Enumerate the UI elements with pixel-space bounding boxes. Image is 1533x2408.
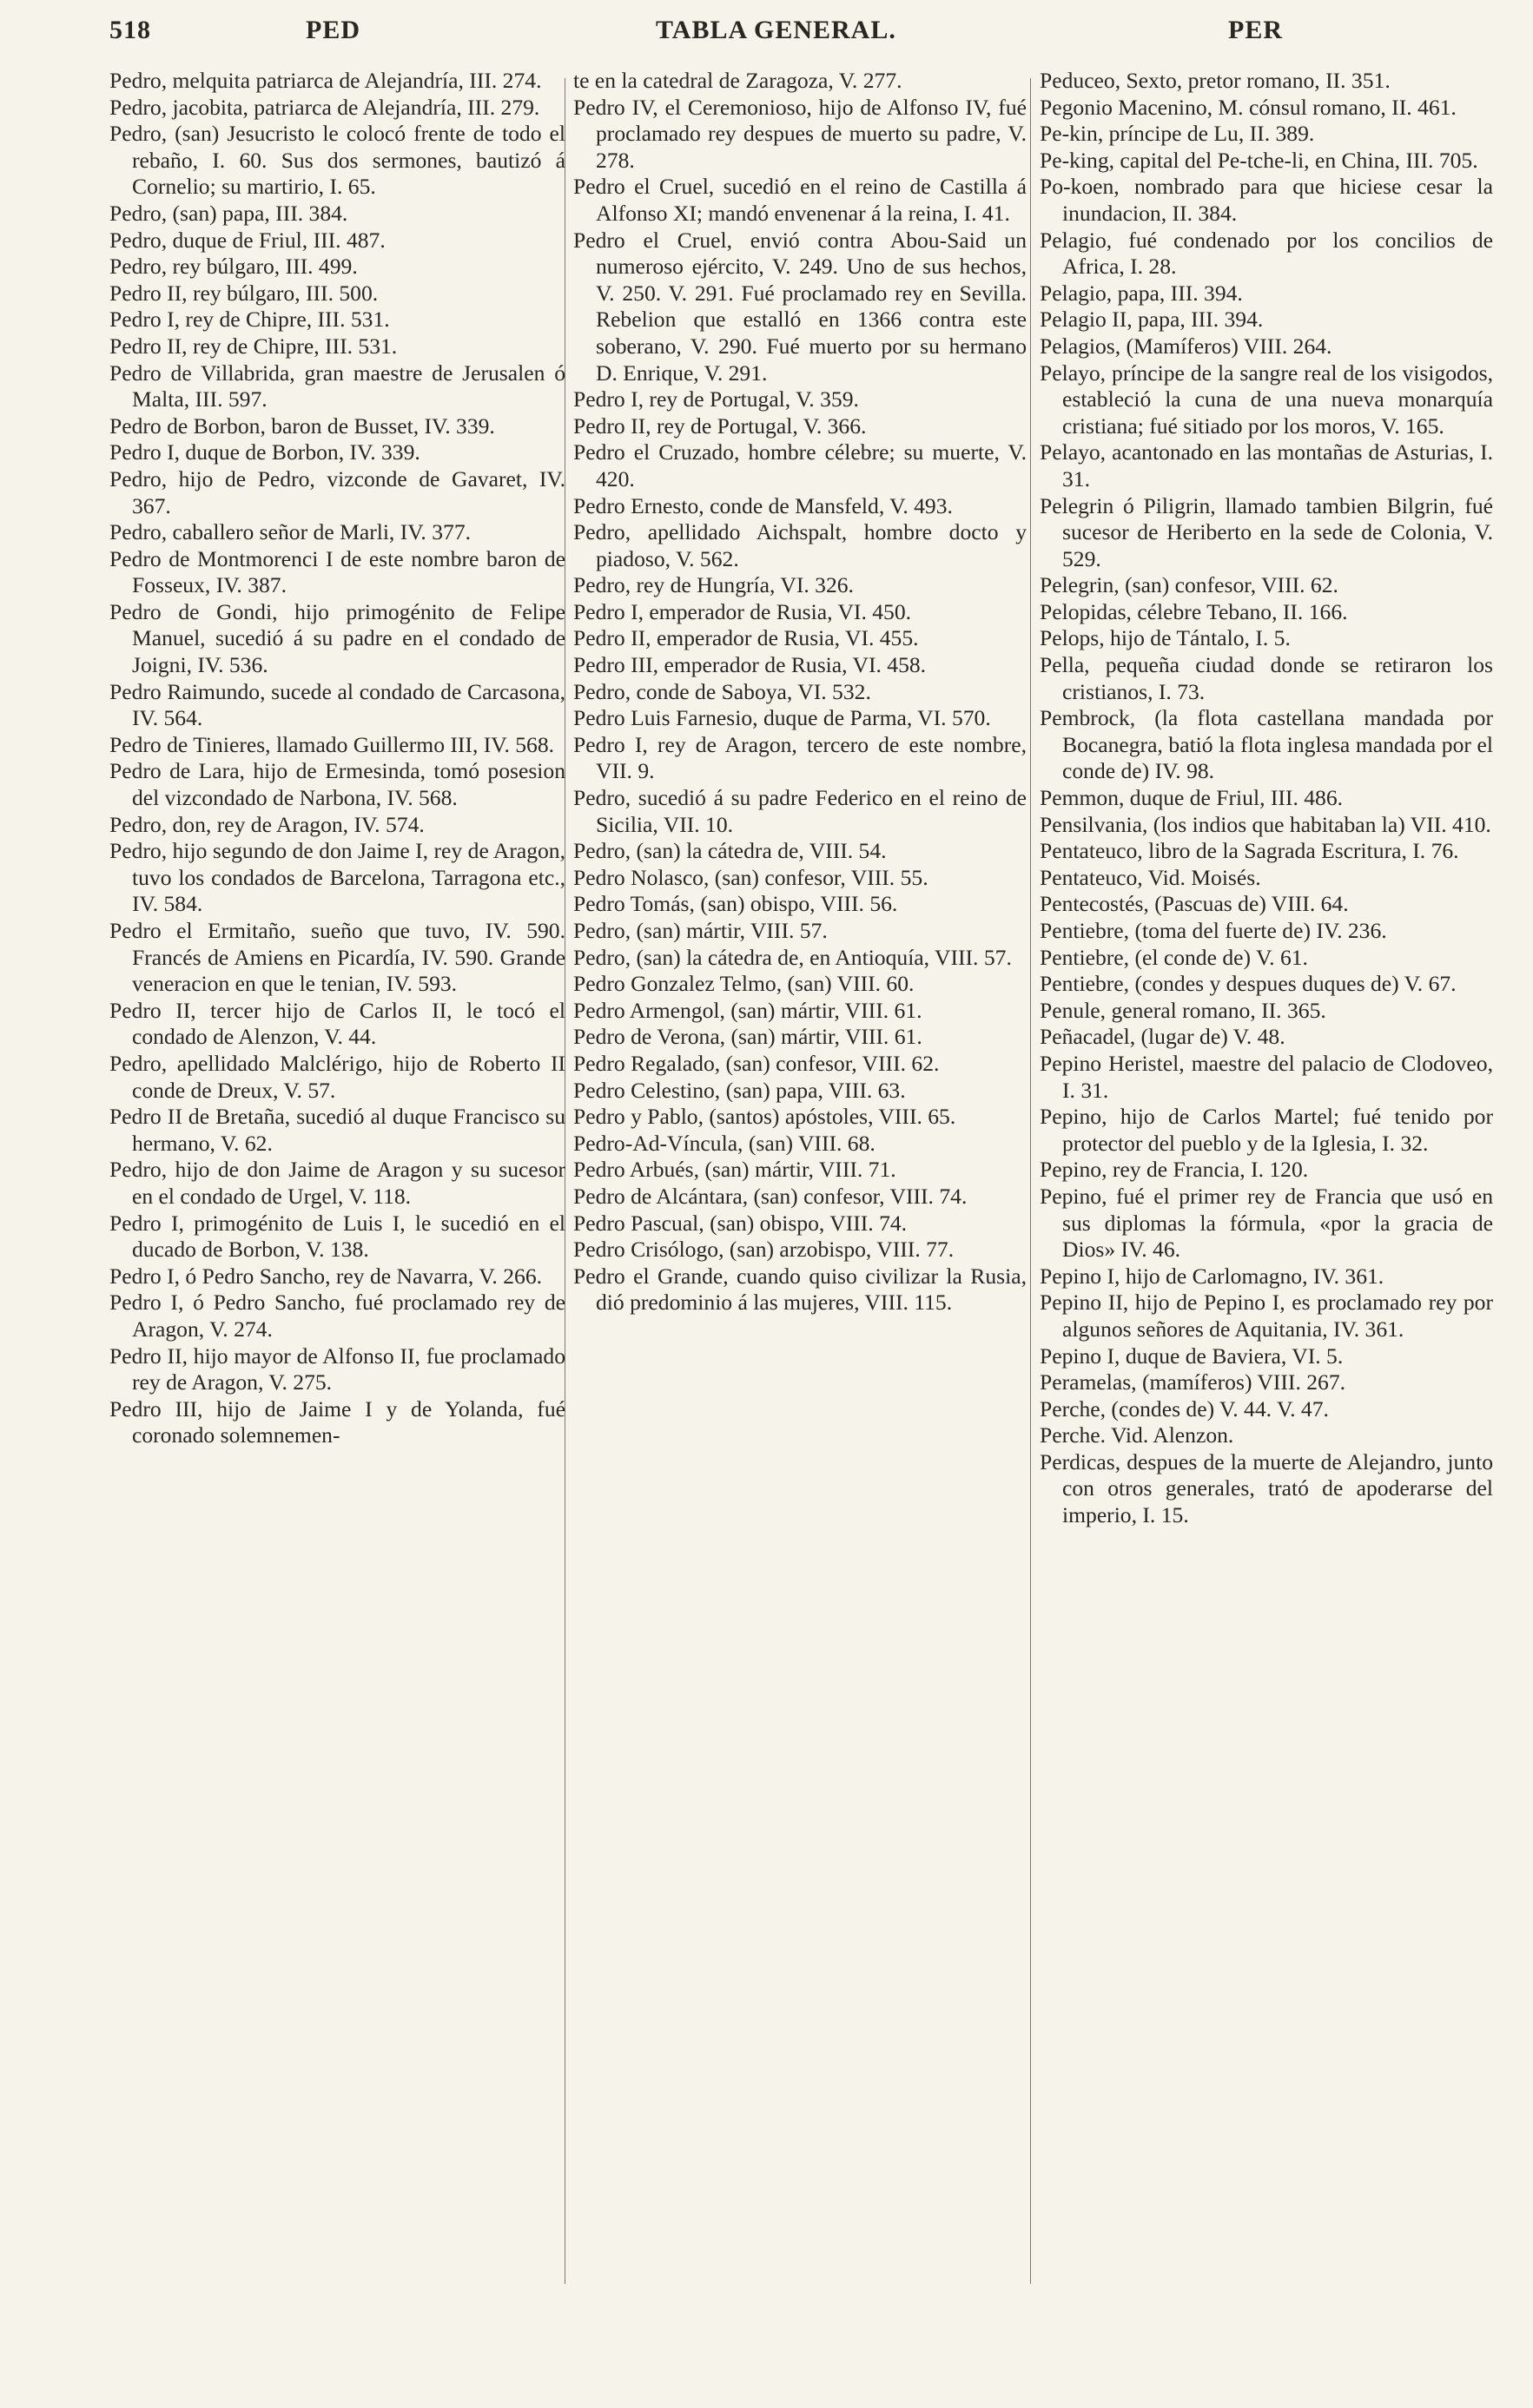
- index-entry: Pedro Gonzalez Telmo, (san) VIII. 60.: [573, 971, 915, 997]
- index-entry: Pedro I, rey de Aragon, tercero de este nombre, VII. 9.: [573, 731, 1027, 784]
- index-entry: Pedro, apellidado Aichspalt, hombre docto y piadoso, V. 562.: [573, 519, 1027, 571]
- index-entry: Pedro I, rey de Portugal, V. 359.: [573, 386, 859, 412]
- index-entry: Pedro Armengol, (san) mártir, VIII. 61.: [573, 997, 922, 1023]
- index-entry: Pegonio Macenino, M. cónsul romano, II. 461.: [1040, 94, 1457, 120]
- index-entry: Pensilvania, (los indios que habitaban la) VII. 410.: [1040, 811, 1491, 837]
- index-entry: Pedro, (san) la cátedra de, VIII. 54.: [573, 838, 887, 864]
- index-entry: Pelegrin, (san) confesor, VIII. 62.: [1040, 572, 1338, 598]
- index-entry: Pedro I, duque de Borbon, IV. 339.: [109, 439, 420, 465]
- index-entry: Pe-king, capital del Pe-tche-li, en China, III. 705.: [1040, 147, 1478, 173]
- index-entry: Pedro Celestino, (san) papa, VIII. 63.: [573, 1077, 906, 1103]
- index-entry: Pedro II, tercer hijo de Carlos II, le tocó el condado de Alenzon, V. 44.: [109, 997, 565, 1050]
- index-entry: Pedro de Villabrida, gran maestre de Jerusalen ó Malta, III. 597.: [109, 360, 565, 412]
- index-entry: Pelagios, (Mamíferos) VIII. 264.: [1040, 333, 1332, 359]
- index-entry: Pedro de Lara, hijo de Ermesinda, tomó posesion del vizcondado de Narbona, IV. 568.: [109, 758, 565, 811]
- index-entry: Pedro-Ad-Víncula, (san) VIII. 68.: [573, 1130, 876, 1156]
- index-entry: Perche, (condes de) V. 44. V. 47.: [1040, 1395, 1329, 1422]
- index-entry: Pedro, jacobita, patriarca de Alejandría, III. 279.: [109, 94, 540, 120]
- index-entry: Pentateuco, Vid. Moisés.: [1040, 864, 1261, 890]
- index-entry: Perdicas, despues de la muerte de Alejandro, junto con otros generales, trató de apoderarse del imperio, I. 15.: [1040, 1448, 1493, 1528]
- index-entry: Pedro el Grande, cuando quiso civilizar la Rusia, dió predominio á las mujeres, VIII. 115.: [573, 1263, 1027, 1316]
- index-entry: Pedro Regalado, (san) confesor, VIII. 62.: [573, 1050, 940, 1076]
- index-entry: Pedro y Pablo, (santos) apóstoles, VIII. 65.: [573, 1104, 956, 1130]
- index-entry: Pentecostés, (Pascuas de) VIII. 64.: [1040, 891, 1349, 917]
- index-entry: Pelegrin ó Piligrin, llamado tambien Bilgrin, fué sucesor de Heriberto en la sede de Colonia, V. 529.: [1040, 492, 1493, 571]
- index-entry: Pedro de Tinieres, llamado Guillermo III, IV. 568.: [109, 731, 555, 757]
- index-entry: Pedro de Montmorenci I de este nombre baron de Fosseux, IV. 387.: [109, 545, 565, 598]
- index-column-1: [109, 68, 565, 1449]
- index-entry: Pedro IV, el Ceremonioso, hijo de Alfonso IV, fué proclamado rey despues de muerto su padre, V. 278.: [573, 94, 1027, 173]
- index-entry: Pepino I, hijo de Carlomagno, IV. 361.: [1040, 1263, 1384, 1289]
- index-entry: Pedro I, ó Pedro Sancho, rey de Navarra, V. 266.: [109, 1263, 543, 1289]
- index-entry: Pedro el Cruel, sucedió en el reino de Castilla á Alfonso XI; mandó envenenar á la reina, I. 41.: [573, 174, 1027, 226]
- index-entry: Pedro de Alcántara, (san) confesor, VIII. 74.: [573, 1183, 968, 1209]
- index-entry: Pedro II, rey de Portugal, V. 366.: [573, 412, 867, 439]
- index-entry: Pentiebre, (el conde de) V. 61.: [1040, 944, 1308, 970]
- index-entry: Pe-kin, príncipe de Lu, II. 389.: [1040, 121, 1315, 147]
- index-entry: Pedro, rey de Hungría, VI. 326.: [573, 572, 854, 598]
- index-entry: Pepino Heristel, maestre del palacio de Clodoveo, I. 31.: [1040, 1050, 1493, 1103]
- index-entry: Pedro, conde de Saboya, VI. 532.: [573, 678, 871, 704]
- index-entry: Pedro, hijo de Pedro, vizconde de Gavaret, IV. 367.: [109, 465, 565, 518]
- index-entry: Pedro, apellidado Malclérigo, hijo de Roberto II conde de Dreux, V. 57.: [109, 1050, 565, 1103]
- index-entry: Pedro Tomás, (san) obispo, VIII. 56.: [573, 891, 898, 917]
- index-entry: Pedro, (san) Jesucristo le colocó frente de todo el rebaño, I. 60. Sus dos sermones, bautizó á Cornelio; su martirio, I. 65.: [109, 121, 565, 200]
- index-entry: te en la catedral de Zaragoza, V. 277.: [573, 68, 902, 93]
- index-entry: Pedro el Cruel, envió contra Abou-Said un numeroso ejército, V. 249. Uno de sus hechos, V. 250. V. 291. Fué proclamado rey en Sevilla. Rebelion que estalló en 1366 contra este soberano, V. 290. Fué muerto por su hermano D. Enrique, V. 291.: [573, 227, 1027, 386]
- index-entry: Pedro III, emperador de Rusia, VI. 458.: [573, 652, 927, 678]
- index-entry: Pedro Pascual, (san) obispo, VIII. 74.: [573, 1210, 908, 1236]
- index-entry: Pella, pequeña ciudad donde se retiraron los cristianos, I. 73.: [1040, 652, 1493, 704]
- index-entry: Pedro, duque de Friul, III. 487.: [109, 227, 386, 253]
- index-entry: Pedro II, hijo mayor de Alfonso II, fue proclamado rey de Aragon, V. 275.: [109, 1343, 565, 1395]
- index-entry: Pedro de Gondi, hijo primogénito de Felipe Manuel, sucedió á su padre en el condado de Joigni, IV. 536.: [109, 598, 565, 678]
- index-entry: Pepino, fué el primer rey de Francia que usó en sus diplomas la fórmula, «por la gracia de Dios» IV. 46.: [1040, 1183, 1493, 1263]
- index-entry: Pedro II, rey búlgaro, III. 500.: [109, 280, 379, 306]
- left-keyword: PED: [306, 16, 360, 44]
- index-entry: Pedro Nolasco, (san) confesor, VIII. 55.: [573, 864, 928, 890]
- index-entry: Pedro II, rey de Chipre, III. 531.: [109, 333, 398, 359]
- page-number: 518: [109, 16, 151, 44]
- index-entry: Pedro, (san) papa, III. 384.: [109, 200, 348, 226]
- index-entry: Pembrock, (la flota castellana mandada por Bocanegra, batió la flota inglesa mandada por el conde de) IV. 98.: [1040, 705, 1493, 784]
- index-entry: Pentiebre, (condes y despues duques de) V. 67.: [1040, 971, 1457, 997]
- index-entry: Pedro I, rey de Chipre, III. 531.: [109, 307, 390, 333]
- index-entry: Pepino I, duque de Baviera, VI. 5.: [1040, 1343, 1344, 1369]
- index-entry: Peramelas, (mamíferos) VIII. 267.: [1040, 1369, 1346, 1395]
- index-column-2: [573, 68, 1027, 1316]
- index-entry: Pepino, hijo de Carlos Martel; fué tenido por protector del pueblo y de la Iglesia, I. 32.: [1040, 1104, 1493, 1156]
- index-entry: Pedro, (san) la cátedra de, en Antioquía, VIII. 57.: [573, 944, 1012, 970]
- index-entry: Peñacadel, (lugar de) V. 48.: [1040, 1024, 1285, 1050]
- index-entry: Pelagio, papa, III. 394.: [1040, 280, 1243, 306]
- index-entry: Pelagio, fué condenado por los concilios de Africa, I. 28.: [1040, 227, 1493, 280]
- index-entry: Pedro, don, rey de Aragon, IV. 574.: [109, 811, 425, 837]
- index-entry: Perche. Vid. Alenzon.: [1040, 1422, 1234, 1448]
- index-entry: Pepino, rey de Francia, I. 120.: [1040, 1157, 1309, 1183]
- index-entry: Pedro Luis Farnesio, duque de Parma, VI. 570.: [573, 705, 991, 731]
- index-entry: Pedro, melquita patriarca de Alejandría, III. 274.: [109, 68, 542, 93]
- index-entry: Pedro, (san) mártir, VIII. 57.: [573, 918, 828, 943]
- index-entry: Penule, general romano, II. 365.: [1040, 997, 1326, 1023]
- index-entry: Pedro, hijo de don Jaime de Aragon y su sucesor en el condado de Urgel, V. 118.: [109, 1157, 565, 1209]
- index-entry: Pedro el Ermitaño, sueño que tuvo, IV. 590. Francés de Amiens en Picardía, IV. 590. Grande veneracion en que le tenian, IV. 593.: [109, 918, 565, 997]
- index-entry: Pedro Crisólogo, (san) arzobispo, VIII. 77.: [573, 1237, 955, 1263]
- index-entry: Pentiebre, (toma del fuerte de) IV. 236.: [1040, 918, 1387, 943]
- index-entry: Pedro el Cruzado, hombre célebre; su muerte, V. 420.: [573, 439, 1027, 491]
- index-entry: Pedro, caballero señor de Marli, IV. 377.: [109, 519, 472, 545]
- index-entry: Pentateuco, libro de la Sagrada Escritura, I. 76.: [1040, 838, 1459, 864]
- index-entry: Pedro III, hijo de Jaime I y de Yolanda, fué coronado solemnemen-: [109, 1395, 565, 1448]
- right-keyword: PER: [1228, 16, 1283, 44]
- index-entry: Pelagio II, papa, III. 394.: [1040, 307, 1264, 333]
- index-entry: Pelops, hijo de Tántalo, I. 5.: [1040, 625, 1291, 651]
- index-entry: Pedro Arbués, (san) mártir, VIII. 71.: [573, 1157, 896, 1183]
- running-header: [0, 16, 1533, 68]
- index-entry: Pedro, hijo segundo de don Jaime I, rey de Aragon, tuvo los condados de Barcelona, Tarragona etc., IV. 584.: [109, 838, 565, 917]
- index-entry: Po-koen, nombrado para que hiciese cesar la inundacion, II. 384.: [1040, 174, 1493, 226]
- index-entry: Pedro, sucedió á su padre Federico en el reino de Sicilia, VII. 10.: [573, 785, 1027, 837]
- index-entry: Pedro II, emperador de Rusia, VI. 455.: [573, 625, 919, 651]
- index-column-3: [1040, 68, 1493, 1529]
- index-entry: Pedro I, primogénito de Luis I, le sucedió en el ducado de Borbon, V. 138.: [109, 1210, 565, 1263]
- index-entry: Pedro Ernesto, conde de Mansfeld, V. 493.: [573, 492, 953, 518]
- index-entry: Pedro, rey búlgaro, III. 499.: [109, 254, 358, 280]
- index-entry: Pemmon, duque de Friul, III. 486.: [1040, 785, 1344, 811]
- index-entry: Pelopidas, célebre Tebano, II. 166.: [1040, 598, 1348, 624]
- index-entry: Pelayo, príncipe de la sangre real de los visigodos, estableció la cuna de una nueva monarquía cristiana; fué sitiado por los moros, V. 165.: [1040, 360, 1493, 439]
- index-entry: Pedro de Borbon, baron de Busset, IV. 339.: [109, 412, 495, 439]
- column-divider: [1030, 78, 1031, 2284]
- index-entry: Peduceo, Sexto, pretor romano, II. 351.: [1040, 68, 1391, 93]
- index-entry: Pedro Raimundo, sucede al condado de Carcasona, IV. 564.: [109, 678, 565, 731]
- index-entry: Pelayo, acantonado en las montañas de Asturias, I. 31.: [1040, 439, 1493, 491]
- index-entry: Pedro de Verona, (san) mártir, VIII. 61.: [573, 1024, 922, 1050]
- index-entry: Pedro II de Bretaña, sucedió al duque Francisco su hermano, V. 62.: [109, 1104, 565, 1156]
- index-entry: Pedro I, emperador de Rusia, VI. 450.: [573, 598, 912, 624]
- page-title: TABLA GENERAL.: [656, 16, 896, 44]
- index-entry: Pedro I, ó Pedro Sancho, fué proclamado rey de Aragon, V. 274.: [109, 1290, 565, 1342]
- index-entry: Pepino II, hijo de Pepino I, es proclamado rey por algunos señores de Aquitania, IV. 361.: [1040, 1290, 1493, 1342]
